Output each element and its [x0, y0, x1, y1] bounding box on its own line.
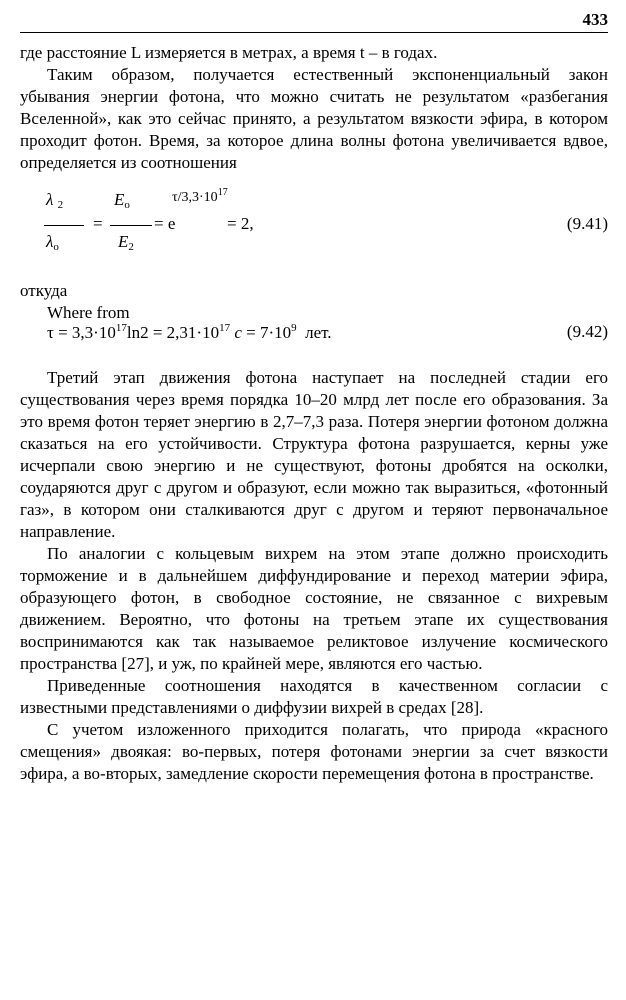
equals-sign-1: =	[93, 214, 103, 233]
paragraph-where-from: Where from	[47, 303, 130, 322]
page-number: 433	[582, 10, 608, 29]
energy-denominator: $E_2$	[118, 232, 134, 253]
paragraph-5: Приведенные соотношения находятся в качественном согласии с известными представлениями о диффузии вихрей в средах [28].	[20, 676, 608, 717]
paragraph-otkuda: откуда	[20, 281, 68, 300]
lambda-numerator: λ $_2$	[46, 190, 64, 211]
paragraph-1: где расстояние L измеряется в метрах, а время t – в годах.	[20, 43, 438, 62]
fraction-bar-2	[110, 225, 152, 226]
exponent: $\tau/3,3\cdot 10^{17}$	[172, 187, 228, 205]
energy-numerator: $E_o$	[114, 190, 130, 211]
equation-number-9-41: (9.41)	[566, 214, 608, 233]
intro-text	[20, 42, 608, 174]
equation-result: = 2,	[227, 214, 254, 233]
equation-number-9-42: (9.42)	[566, 322, 608, 341]
paragraph-6: С учетом изложенного приходится полагать, что природа «красного смещения» двоякая: во-первых, потеря фотонами энергии за счет вязкости эфира, а во-вторых, замедление скорости перемещения фотона в пространстве.	[20, 720, 608, 783]
paragraph-3: Третий этап движения фотона наступает на последней стадии его существования через время порядка 10–20 млрд лет после его образования. За это время фотон теряет энергию в 2,7–7,3 раза. Потеря энергии фотоном должна сказаться на его устойчивости. Структура фотона разрушается, керны уже исчерпали свою энергию и не существуют, фотоны дробятся на осколки, соударяются друг с другом и образуют, если можно так выразиться, «фотонный газ», в котором они сталкиваются друг с другом и теряют первоначальное направление.	[20, 368, 608, 541]
main-text	[20, 367, 608, 785]
header-rule	[20, 32, 608, 33]
paragraph-4: По аналогии с кольцевым вихрем на этом этапе должно происходить торможение и в дальнейшем диффундирование и переход материи эфира, образующего фотон, в свободное состояние, не связанное с вихревым движением. Вероятно, что фотоны на третьем этапе их существования воспринимаются как так называемое реликтовое излучение космического пространства [27], и уж, по крайней мере, являются его частью.	[20, 544, 608, 673]
fraction-bar-1	[44, 225, 84, 226]
otkuda-text	[20, 280, 608, 324]
lambda-denominator: $\lambda_o$	[46, 232, 59, 253]
equals-e: = e	[154, 214, 176, 233]
paragraph-2: Таким образом, получается естественный экспоненциальный закон убывания энергии фотона, что можно считать не результатом «разбегания Вселенной», как это сейчас принято, а результатом вязкости эфира, в котором проходит фотон. Время, за которое длина волны фотона увеличивается вдвое, определяется из соотношения	[20, 65, 608, 172]
equation-9-42: $\tau = 3,3\cdot 10^{17}\ln 2 = 2,31\cdot 10^{17}$ $c = 7\cdot 10^9$ лет.	[47, 322, 332, 342]
